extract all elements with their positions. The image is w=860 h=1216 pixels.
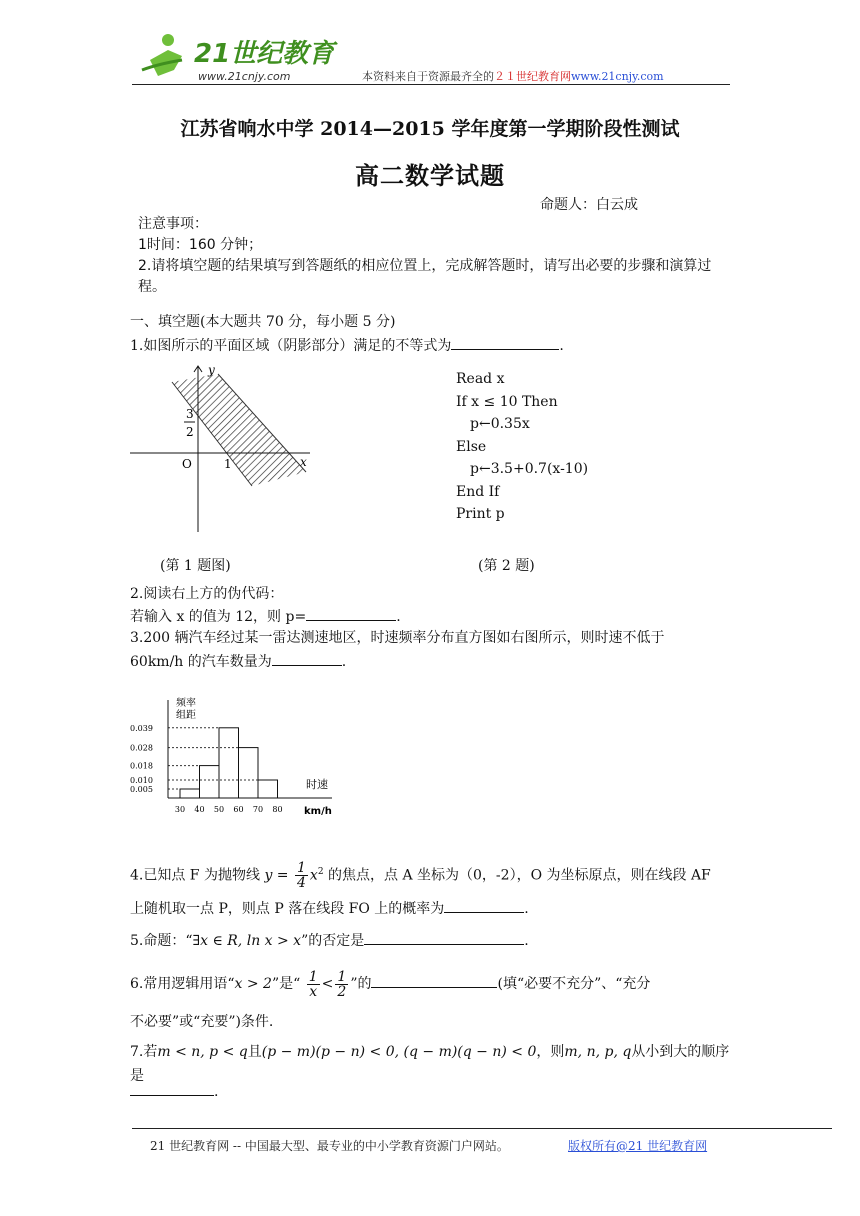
answer-blank-5: [364, 930, 524, 945]
code-line-4: Else: [456, 438, 487, 455]
code-line-7: Print p: [456, 506, 505, 522]
question-5: 5.命题：“∃x ∈ R, ln x > x”的否定是 .: [130, 929, 730, 953]
histogram-x-tick-label: 80: [272, 805, 283, 814]
question-3-line-1: 3.200 辆汽车经过某一雷达测速地区，时速频率分布直方图如右图所示，则时速不低于: [130, 630, 665, 646]
histogram-y-tick-label: 0.005: [130, 785, 153, 794]
question-7-line-1: 7.若m < n, p < q且(p − m)(p − n) < 0, (q − m)(q − n) < 0，则m, n, p, q从小到大的顺序是: [130, 1044, 730, 1084]
logo-url: www.21cnjy.com: [198, 70, 291, 83]
code-line-6: End If: [456, 483, 500, 500]
runner-icon: [142, 34, 182, 76]
question-4-line-1: 4.已知点 F 为抛物线 y = $\frac{1}{4}$ $x^2$ 的焦点，点 A 坐标为（0，-2），O 为坐标原点，则在线段 AF: [130, 860, 711, 892]
histogram-xlabel: 时速: [306, 778, 328, 791]
question-6-line-2: 不必要”或“充要”)条件.: [130, 1014, 274, 1030]
histogram-y-tick-label: 0.010: [130, 776, 153, 785]
notes-heading: 注意事项：: [138, 216, 208, 232]
code-line-3: p←0.35x: [470, 416, 530, 432]
code-line-2: If x ≤ 10 Then: [456, 393, 558, 410]
footer-text: 21 世纪教育网 -- 中国最大型、最专业的中小学教育资源门户网站。: [150, 1139, 509, 1153]
figure-2-caption: (第 2 题): [478, 558, 535, 574]
fraction-one-over-x: $\frac{1}{x}$: [308, 968, 318, 1000]
header-divider: [132, 84, 730, 85]
histogram-x-tick-label: 70: [252, 805, 264, 814]
origin-label: O: [182, 457, 192, 471]
code-line-1: Read x: [456, 371, 505, 387]
question-3-line-2: 60km/h 的汽车数量为 .: [130, 650, 730, 674]
question-2-line-1: 2.阅读右上方的伪代码：: [130, 586, 284, 602]
histogram-bar: [219, 728, 239, 798]
histogram-ylabel: 频率: [176, 698, 196, 709]
frequency-histogram: [128, 694, 348, 824]
histogram-x-tick-label: 60: [233, 805, 244, 814]
histogram-x-tick-label: 40: [194, 805, 205, 814]
y-tick-denominator: 2: [186, 425, 194, 439]
histogram-y-tick-label: 0.039: [130, 723, 153, 733]
histogram-bar: [180, 789, 200, 798]
pseudocode-block: [456, 368, 588, 526]
header-url-link[interactable]: www.21cnjy.com: [571, 70, 664, 83]
exam-notes: [138, 214, 738, 298]
histogram-x-tick-label: 50: [213, 805, 225, 814]
header-brand-link[interactable]: ２１世纪教育网: [494, 70, 571, 83]
fraction-one-half: $\frac{1}{2}$: [337, 968, 347, 1000]
answer-blank-7: [130, 1081, 214, 1096]
question-4-line-2: 上随机取一点 P，则点 P 落在线段 FO 上的概率为 .: [130, 897, 730, 921]
x-tick-label: 1: [224, 457, 232, 471]
x-axis-label: x: [300, 455, 307, 469]
histogram-bar: [239, 748, 259, 798]
section-heading: 一、填空题(本大题共 70 分，每小题 5 分): [130, 314, 396, 330]
histogram-bar: [258, 780, 278, 798]
answer-blank-6: [371, 973, 497, 988]
question-7-line-2: .: [130, 1080, 730, 1104]
header-note: 本资料来自于资源最齐全的２１世纪教育网www.21cnjy.com: [362, 70, 664, 83]
histogram-xunit: km/h: [304, 806, 332, 817]
answer-blank-1: [451, 335, 559, 350]
school-title: 江苏省响水中学 2014—2015 学年度第一学期阶段性测试: [180, 118, 680, 140]
question-1: 1.如图所示的平面区域（阴影部分）满足的不等式为 .: [130, 334, 730, 358]
figure-1-caption: (第 1 题图): [160, 558, 231, 574]
notes-item-1: 1时间：160 分钟；: [138, 237, 263, 253]
histogram-ylabel-2: 组距: [176, 710, 196, 721]
paper-title: 高二数学试题: [355, 161, 505, 190]
answer-blank-4: [444, 898, 524, 913]
question-6-line-1: 6.常用逻辑用语“x > 2”是“ $\frac{1}{x}$ < $\frac{1}{2}$ ”的 (填“必要不充分”、“充分: [130, 968, 651, 1000]
fraction-quarter: $\frac{1}{4}$: [297, 860, 306, 892]
logo-text: 21世纪教育: [194, 39, 335, 69]
histogram-y-tick-label: 0.018: [130, 761, 153, 771]
histogram-y-tick-label: 0.028: [130, 743, 153, 753]
histogram-bar: [200, 766, 220, 798]
y-axis-label: y: [208, 363, 215, 377]
y-tick-numerator: 3: [186, 407, 194, 421]
author: 命题人：白云成: [540, 197, 638, 213]
answer-blank-2: [306, 606, 396, 621]
figure-1-region-graph: [128, 360, 328, 540]
code-line-5: p←3.5+0.7(x-10): [470, 461, 589, 477]
site-logo: [138, 30, 338, 90]
question-2-line-2: 若输入 x 的值为 12，则 p= .: [130, 605, 730, 629]
histogram-x-tick-label: 30: [174, 805, 186, 814]
footer-divider: [132, 1128, 832, 1129]
footer-copyright-link[interactable]: 版权所有@21 世纪教育网: [568, 1139, 708, 1153]
notes-item-2: 2.请将填空题的结果填写到答题纸的相应位置上，完成解答题时，请写出必要的步骤和演算过程。: [138, 258, 712, 295]
answer-blank-3: [272, 651, 342, 666]
